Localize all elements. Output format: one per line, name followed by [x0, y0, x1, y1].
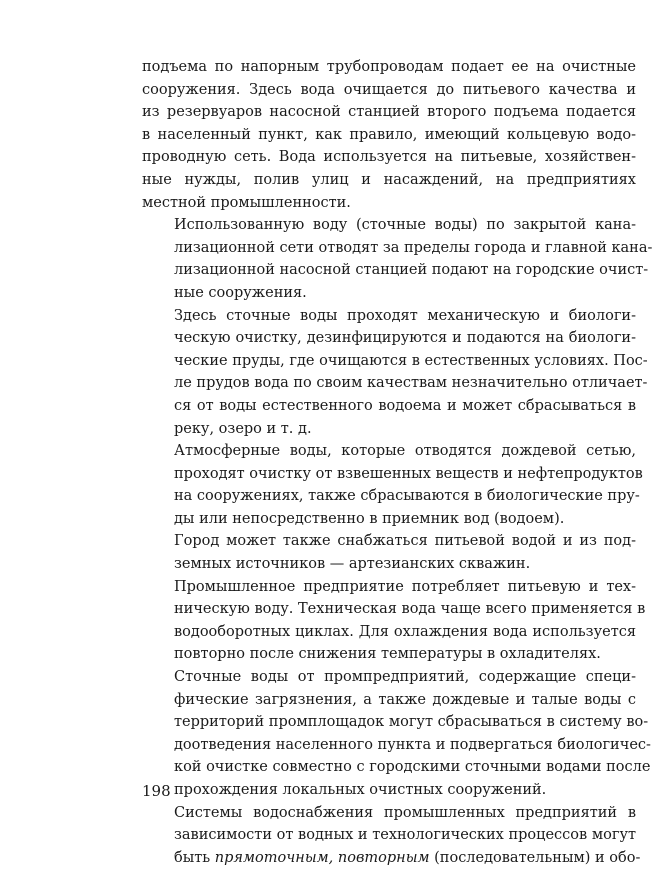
text-line: Использованную воду (сточные воды) по закрытой кана- — [174, 217, 636, 234]
text-line: ле прудов вода по своим качествам незначительно отличает- — [174, 375, 648, 392]
text-line: Сточные воды от промпредприятий, содержащие специ- — [174, 669, 636, 686]
paragraph — [142, 802, 641, 870]
paragraph — [142, 666, 651, 802]
text-line: реку, озеро и т. д. — [174, 420, 312, 437]
paragraph — [142, 576, 646, 666]
text-line: Атмосферные воды, которые отводятся дождевой сетью, — [174, 443, 636, 460]
paragraph — [142, 56, 636, 214]
text-line: из резервуаров насосной станцией второго подъема подается — [142, 104, 636, 121]
text-line: зависимости от водных и технологических процессов могут — [174, 827, 636, 844]
text-line: лизационной насосной станцией подают на городские очист- — [174, 262, 649, 279]
text-line: проводную сеть. Вода используется на питьевые, хозяйствен- — [142, 149, 636, 166]
text-line: Системы водоснабжения промышленных предприятий в — [174, 804, 636, 821]
text-line: доотведения населенного пункта и подвергаться биологичес- — [174, 736, 651, 753]
text-line: прохождения локальных очистных сооружений. — [174, 782, 547, 798]
text-line: земных источников — артезианских скважин. — [174, 556, 531, 573]
italic-term: повторным — [337, 849, 430, 866]
page-number: 198 — [142, 782, 171, 800]
text-line: в населенный пункт, как правило, имеющий кольцевую водо- — [142, 126, 636, 143]
text-line: ническую воду. Техническая вода чаще всего применяется в — [174, 601, 646, 618]
text-line: ные нужды, полив улиц и насаждений, на предприятиях — [142, 171, 636, 188]
text-line: местной промышленности. — [142, 194, 351, 211]
paragraph — [142, 305, 648, 441]
text-fragment: быть — [174, 849, 215, 866]
paragraph — [142, 530, 636, 575]
text-line: фические загрязнения, а также дождевые и талые воды с — [174, 691, 636, 708]
text-line: Здесь сточные воды проходят механическую и биологи- — [174, 307, 636, 324]
text-line: ся от воды естественного водоема и может сбрасываться в — [174, 397, 636, 414]
text-line: лизационной сети отводят за пределы города и главной кана- — [174, 239, 653, 256]
text-line: Город может также снабжаться питьевой водой и из под- — [174, 533, 636, 550]
paragraph — [142, 440, 643, 530]
text-line — [142, 847, 641, 870]
text-line: ческие пруды, где очищаются в естественных условиях. Пос- — [174, 352, 648, 369]
text-line: ческую очистку, дезинфицируются и подаются на биологи- — [174, 330, 636, 347]
page-body — [142, 56, 653, 869]
text-line: ные сооружения. — [174, 284, 307, 301]
text-fragment: (последовательным) и обо- — [429, 849, 641, 866]
text-line: территорий промплощадок могут сбрасываться в систему во- — [174, 714, 649, 731]
text-line: повторно после снижения температуры в охладителях. — [174, 646, 601, 663]
italic-term: прямоточным, — [214, 849, 334, 866]
text-line: ды или непосредственно в приемник вод (водоем). — [174, 510, 565, 527]
text-line: подъема по напорным трубопроводам подает ее на очистные — [142, 59, 636, 75]
text-line: кой очистке совместно с городскими сточными водами после — [174, 759, 651, 776]
text-line: водооборотных циклах. Для охлаждения вода используется — [174, 623, 636, 640]
text-line: Промышленное предприятие потребляет питьевую и тех- — [174, 578, 636, 595]
text-line: на сооружениях, также сбрасываются в биологические пру- — [174, 488, 640, 505]
paragraph — [142, 214, 653, 304]
text-line: проходят очистку от взвешенных веществ и нефтепродуктов — [174, 465, 643, 482]
text-line: сооружения. Здесь вода очищается до питьевого качества и — [142, 81, 636, 98]
